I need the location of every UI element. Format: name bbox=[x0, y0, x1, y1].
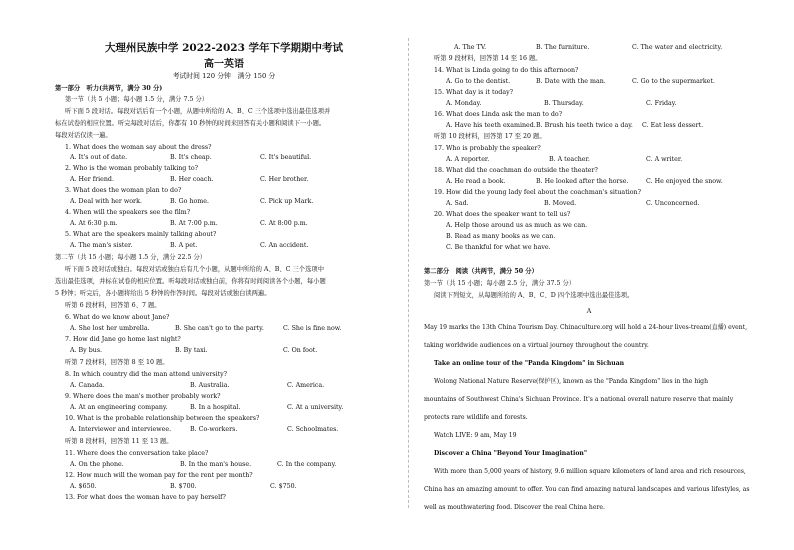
right-column bbox=[424, 0, 754, 550]
exam-subtitle: 高一英语 bbox=[204, 59, 244, 70]
option-b: B. $700. bbox=[170, 483, 197, 490]
option-b: B. By taxi. bbox=[175, 347, 208, 354]
question-5: 5. What are the speakers mainly talking about? bbox=[65, 231, 217, 238]
passage-paragraph: With more than 5,000 years of history, 9.6 million square kilometers of land area and rich resources, bbox=[434, 468, 746, 475]
question-7: 7. How did Jane go home last night? bbox=[65, 336, 181, 343]
passage-paragraph: mountains of Southwest China's Sichuan Province. It's a national overall nature reserve that mainly bbox=[424, 396, 734, 403]
option-b: B. Date with the man. bbox=[536, 78, 606, 85]
part2-heading: 第二部分 阅读（共两节，满分 50 分） bbox=[424, 268, 538, 275]
material-heading: 听第 8 段材料，回答第 11 至 13 题。 bbox=[65, 438, 173, 445]
option-a: A. Her friend. bbox=[70, 176, 114, 183]
option-b: B. A pet. bbox=[170, 242, 198, 249]
option-c: C. In the company. bbox=[277, 461, 337, 468]
question-12: 12. How much will the woman pay for the rent per month? bbox=[65, 472, 253, 479]
material-heading: 听第 10 段材料，回答第 17 至 20 题。 bbox=[434, 133, 546, 140]
option-a: A. At an engineering company. bbox=[70, 404, 168, 411]
column-divider bbox=[408, 38, 409, 508]
option-c: C. At 8:00 p.m. bbox=[260, 220, 308, 227]
option-c: C. Schoolmates. bbox=[287, 426, 339, 433]
question-10: 10. What is the probable relationship between the speakers? bbox=[65, 415, 260, 422]
passage-paragraph: Wolong National Nature Reserve(保护区), known as the "Panda Kingdom" lies in the high bbox=[434, 378, 709, 385]
option-a: A. Interviewer and interviewee. bbox=[70, 426, 172, 433]
option-b: B. In a hospital. bbox=[190, 404, 241, 411]
option-c: C. He enjoyed the snow. bbox=[646, 178, 723, 185]
passage-paragraph: protects rare wildlife and forests. bbox=[424, 414, 528, 421]
section2-heading: 第二节（共 15 小题；每小题 1.5 分，满分 22.5 分） bbox=[55, 254, 207, 261]
option-c: C. A writer. bbox=[646, 156, 683, 163]
option-c: C. America. bbox=[287, 382, 325, 389]
watch-time: Watch LIVE: 9 am, May 19 bbox=[434, 432, 517, 439]
question-20: 20. What does the speaker want to tell us? bbox=[434, 211, 571, 218]
section1-instructions: 标在试卷的相应位置。听完每段对话后，你都有 10 秒钟的时间来回答有关小题和阅读下一小题。 bbox=[55, 120, 326, 127]
option-a: A. Have his teeth examined. bbox=[446, 122, 536, 129]
section2-instructions: 5 秒钟；听完后，各小题将给出 5 秒钟的作答时间。每段对话或独白读两遍。 bbox=[55, 290, 271, 297]
question-3: 3. What does the woman plan to do? bbox=[65, 187, 182, 194]
option-c: C. Friday. bbox=[646, 100, 677, 107]
option-c: C. Her brother. bbox=[260, 176, 309, 183]
option-a: A. It's out of date. bbox=[70, 154, 128, 161]
question-14: 14. What is Linda going to do this afternoon? bbox=[434, 67, 579, 74]
option-c: C. Unconcerned. bbox=[646, 200, 700, 207]
option-a: A. At 6:30 p.m. bbox=[70, 220, 118, 227]
option-a: A. Deal with her work. bbox=[70, 198, 142, 205]
section2-instructions: 听下面 5 段对话或独白。每段对话或独白后有几个小题，从题中所给的 A、B、C 三个选项中 bbox=[65, 266, 324, 273]
question-6: 6. What do we know about Jane? bbox=[65, 314, 170, 321]
option-b: B. A teacher. bbox=[549, 156, 590, 163]
section3-instructions: 阅读下列短文，从每题所给的 A、B、C、D 四个选项中选出最佳选项。 bbox=[434, 292, 634, 299]
option-b: B. Read as many books as we can. bbox=[446, 233, 556, 240]
passage-paragraph: well as mouthwatering food. Discover the real China here. bbox=[424, 504, 605, 511]
question-16: 16. What does Linda ask the man to do? bbox=[434, 111, 563, 118]
option-b: B. He looked after the horse. bbox=[536, 178, 629, 185]
question-13: 13. For what does the woman have to pay herself? bbox=[65, 494, 226, 501]
option-a: A. He read a book. bbox=[446, 178, 506, 185]
option-a: A. On the phone. bbox=[70, 461, 124, 468]
passage-paragraph: taking worldwide audiences on a virtual journey throughout the country. bbox=[424, 342, 649, 349]
option-b: B. Moved. bbox=[544, 200, 577, 207]
passage-heading: Discover a China "Beyond Your Imagination" bbox=[434, 450, 587, 457]
option-c: C. An accident. bbox=[260, 242, 309, 249]
section1-instructions: 听下面 5 段对话。每段对话后有一个小题，从题中所给的 A、B、C 三个选项中选出最佳选项并 bbox=[65, 108, 331, 115]
option-b: B. Co-workers. bbox=[190, 426, 238, 433]
option-b: B. She can't go to the party. bbox=[175, 325, 264, 332]
option-a: A. She lost her umbrella. bbox=[70, 325, 150, 332]
material-heading: 听第 6 段材料，回答第 6、7 题。 bbox=[65, 302, 161, 309]
question-4: 4. When will the speakers see the film? bbox=[65, 209, 191, 216]
option-b: B. The furniture. bbox=[536, 44, 590, 51]
passage-paragraph: China has an amazing amount to offer. You can find amazing natural landscapes and various lifestyles, as bbox=[424, 486, 750, 493]
question-1: 1. What does the woman say about the dress? bbox=[65, 144, 212, 151]
option-c: C. It's beautiful. bbox=[260, 154, 312, 161]
exam-title: 大理州民族中学 2022-2023 学年下学期期中考试 bbox=[104, 42, 344, 54]
question-15: 15. What day is it today? bbox=[434, 89, 514, 96]
question-19: 19. How did the young lady feel about the coachman's situation? bbox=[434, 189, 641, 196]
question-2: 2. Who is the woman probably talking to? bbox=[65, 165, 198, 172]
option-a: A. By bus. bbox=[70, 347, 103, 354]
option-a: A. Monday. bbox=[446, 100, 482, 107]
option-a: A. Help those around us as much as we can. bbox=[446, 222, 588, 229]
section1-heading: 第一节（共 5 小题；每小题 1.5 分，满分 7.5 分） bbox=[65, 96, 209, 103]
option-b: B. Her coach. bbox=[170, 176, 214, 183]
passage-paragraph: May 19 marks the 13th China Tourism Day. Chinaculture.org will hold a 24-hour lives-tream(直播) event, bbox=[424, 324, 748, 331]
option-c: C. At a university. bbox=[287, 404, 344, 411]
question-18: 18. What did the coachman do outside the theater? bbox=[434, 167, 598, 174]
option-b: B. In the man's house. bbox=[180, 461, 252, 468]
option-c: C. Eat less dessert. bbox=[642, 122, 704, 129]
left-column bbox=[55, 0, 393, 550]
section3-heading: 第一节（共 15 小题；每小题 2.5 分，满分 37.5 分） bbox=[424, 280, 576, 287]
material-heading: 听第 7 段材料，回答第 8 至 10 题。 bbox=[65, 359, 169, 366]
section2-instructions: 选出最佳选项，并标在试卷的相应位置。听每段对话或独白前，你将有时间阅读各个小题，每小题 bbox=[55, 278, 326, 285]
option-b: B. Brush his teeth twice a day. bbox=[536, 122, 633, 129]
option-c: C. Pick up Mark. bbox=[260, 198, 314, 205]
exam-info: 考试时间 120 分钟 满分 150 分 bbox=[172, 72, 276, 80]
option-a: A. The TV. bbox=[454, 44, 487, 51]
option-a: A. $650. bbox=[70, 483, 97, 490]
option-b: B. Thursday. bbox=[544, 100, 584, 107]
question-9: 9. Where does the man's mother probably work? bbox=[65, 393, 221, 400]
option-b: B. At 7:00 p.m. bbox=[170, 220, 218, 227]
part1-heading: 第一部分 听力(共两节，满分 30 分) bbox=[55, 85, 163, 92]
option-c: C. She is fine now. bbox=[283, 325, 342, 332]
option-c: C. Be thankful for what we have. bbox=[446, 244, 551, 251]
option-a: A. Sad. bbox=[446, 200, 469, 207]
question-17: 17. Who is probably the speaker? bbox=[434, 145, 541, 152]
option-b: B. Australia. bbox=[190, 382, 230, 389]
question-11: 11. Where does the conversation take place? bbox=[65, 450, 209, 457]
passage-heading: Take an online tour of the "Panda Kingdom" in Sichuan bbox=[434, 360, 625, 367]
option-c: C. On foot. bbox=[283, 347, 318, 354]
option-a: A. A reporter. bbox=[446, 156, 490, 163]
option-b: B. Go home. bbox=[170, 198, 209, 205]
option-c: C. Go to the supermarket. bbox=[632, 78, 715, 85]
option-a: A. Go to the dentist. bbox=[446, 78, 511, 85]
passage-label: A bbox=[586, 308, 592, 315]
option-a: A. Canada. bbox=[70, 382, 105, 389]
option-c: C. $750. bbox=[270, 483, 297, 490]
option-a: A. The man's sister. bbox=[70, 242, 133, 249]
question-8: 8. In which country did the man attend university? bbox=[65, 371, 228, 378]
option-b: B. It's cheap. bbox=[170, 154, 212, 161]
section1-instructions: 每段对话仅读一遍。 bbox=[55, 132, 112, 139]
material-heading: 听第 9 段材料，回答第 14 至 16 题。 bbox=[434, 55, 542, 62]
option-c: C. The water and electricity. bbox=[632, 44, 723, 51]
